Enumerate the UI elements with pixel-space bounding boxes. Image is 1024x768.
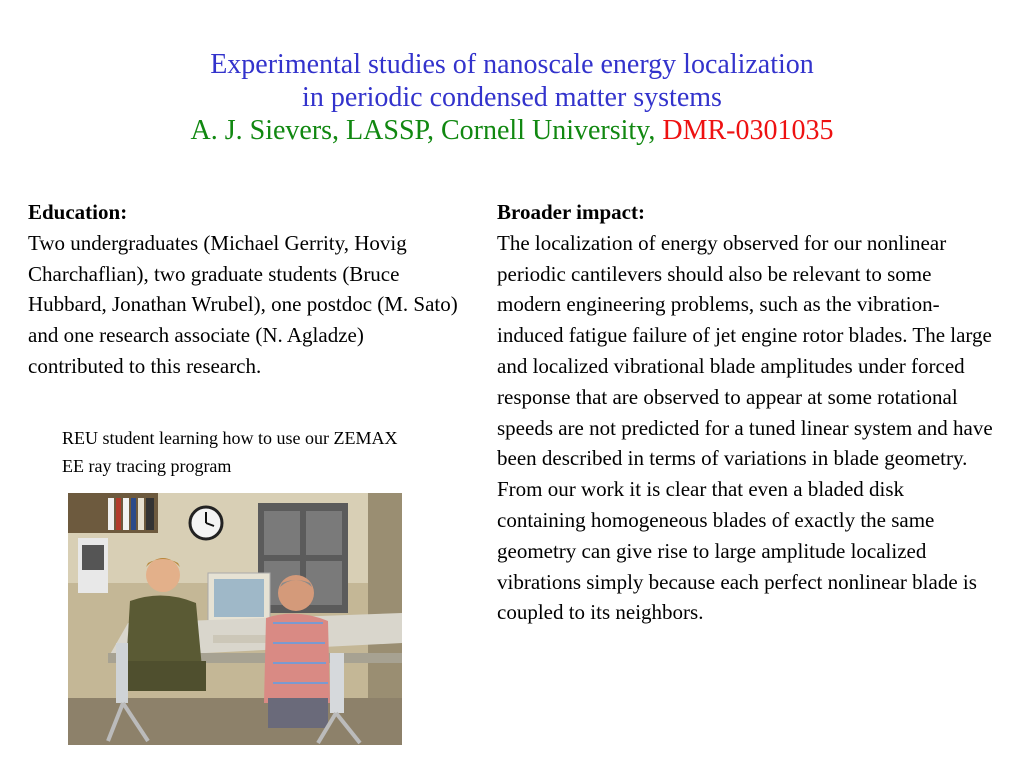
title-line-2: in periodic condensed matter systems	[302, 82, 722, 113]
title-line-1: Experimental studies of nanoscale energy localization	[210, 49, 814, 80]
education-section	[28, 197, 458, 382]
education-body: Two undergraduates (Michael Gerrity, Hovig Charchaflian), two graduate students (Bruce Hubbard, Jonathan Wrubel), one postdoc (M. Sato) and one research associate (N. Agladze) contributed to this research.	[28, 230, 458, 378]
lab-photo	[68, 493, 402, 745]
broader-impact-section	[497, 197, 997, 628]
broader-impact-body: The localization of energy observed for our nonlinear periodic cantilevers should also be relevant to some modern engineering problems, such as the vibration-induced fatigue failure of jet engine rotor blades. The large and localized vibrational blade amplitudes under forced response that are observed to appear at some rotational speeds are not predicted for a tuned linear system and have been described in terms of variations in blade geometry. From our work it is clear that even a bladed disk containing homogeneous blades of exactly the same geometry can give rise to large amplitude localized vibrations simply because each perfect nonlinear blade is coupled to its neighbors.	[497, 230, 993, 625]
photo-caption: REU student learning how to use our ZEMAX EE ray tracing program	[62, 428, 398, 476]
grant-number: DMR-0301035	[662, 115, 834, 146]
education-heading: Education:	[28, 200, 128, 224]
author-line	[0, 114, 1024, 147]
author-affiliation: A. J. Sievers, LASSP, Cornell University,	[190, 115, 663, 146]
broader-impact-heading: Broader impact:	[497, 200, 645, 224]
slide-header	[0, 48, 1024, 147]
